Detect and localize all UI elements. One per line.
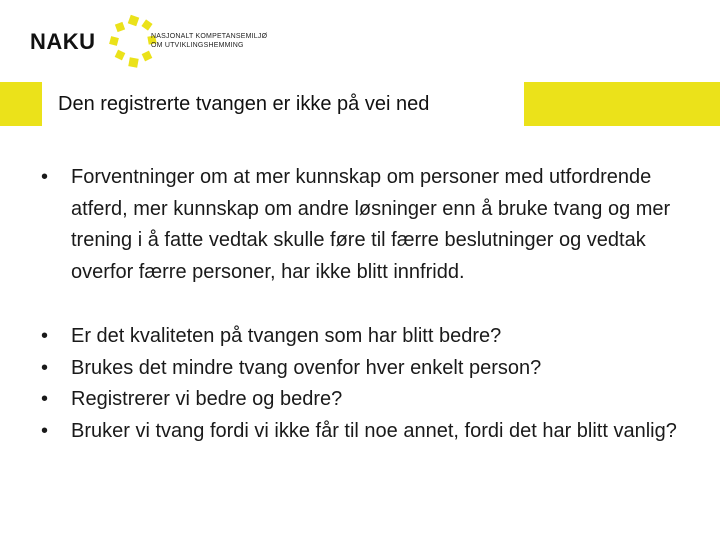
logo-subtitle-line2: OM UTVIKLINGSHEMMING bbox=[151, 42, 244, 49]
title-box bbox=[42, 82, 524, 126]
bullet-item bbox=[36, 353, 696, 385]
bullet-dot: • bbox=[41, 166, 49, 188]
naku-logo bbox=[30, 14, 290, 70]
bullet-dot: • bbox=[41, 325, 49, 347]
bullet-text: Bruker vi tvang fordi vi ikke får til noe annet, fordi det har blitt vanlig? bbox=[71, 419, 677, 442]
bullet-item bbox=[36, 384, 696, 416]
logo-subtitle bbox=[151, 32, 267, 50]
bullet-text: Er det kvaliteten på tvangen som har blitt bedre? bbox=[71, 325, 502, 347]
bullet-text: Forventninger om at mer kunnskap om personer med utfordrende atferd, mer kunnskap om andre løsninger enn å bruke tvang og mer trening i å fatte vedtak skulle føre til færre beslutninger og vedtak overfor færre personer, har ikke blitt innfridd. bbox=[71, 166, 671, 283]
slide-title: Den registrerte tvangen er ikke på vei ned bbox=[58, 92, 430, 115]
bullet-text: Brukes det mindre tvang ovenfor hver enkelt person? bbox=[71, 356, 542, 379]
logo-wordmark: NAKU bbox=[30, 29, 96, 54]
bullet-list bbox=[36, 162, 696, 447]
bullet-dot: • bbox=[41, 356, 49, 379]
bullet-dot: • bbox=[41, 419, 49, 442]
bullet-item bbox=[36, 162, 696, 288]
bullet-dot: • bbox=[41, 388, 49, 410]
bullet-text: Registrerer vi bedre og bedre? bbox=[71, 388, 343, 410]
logo-subtitle-line1: NASJONALT KOMPETANSEMILJØ bbox=[151, 33, 268, 40]
bullet-item bbox=[36, 416, 696, 448]
bullet-spacer bbox=[36, 288, 696, 321]
bullet-item bbox=[36, 321, 696, 353]
